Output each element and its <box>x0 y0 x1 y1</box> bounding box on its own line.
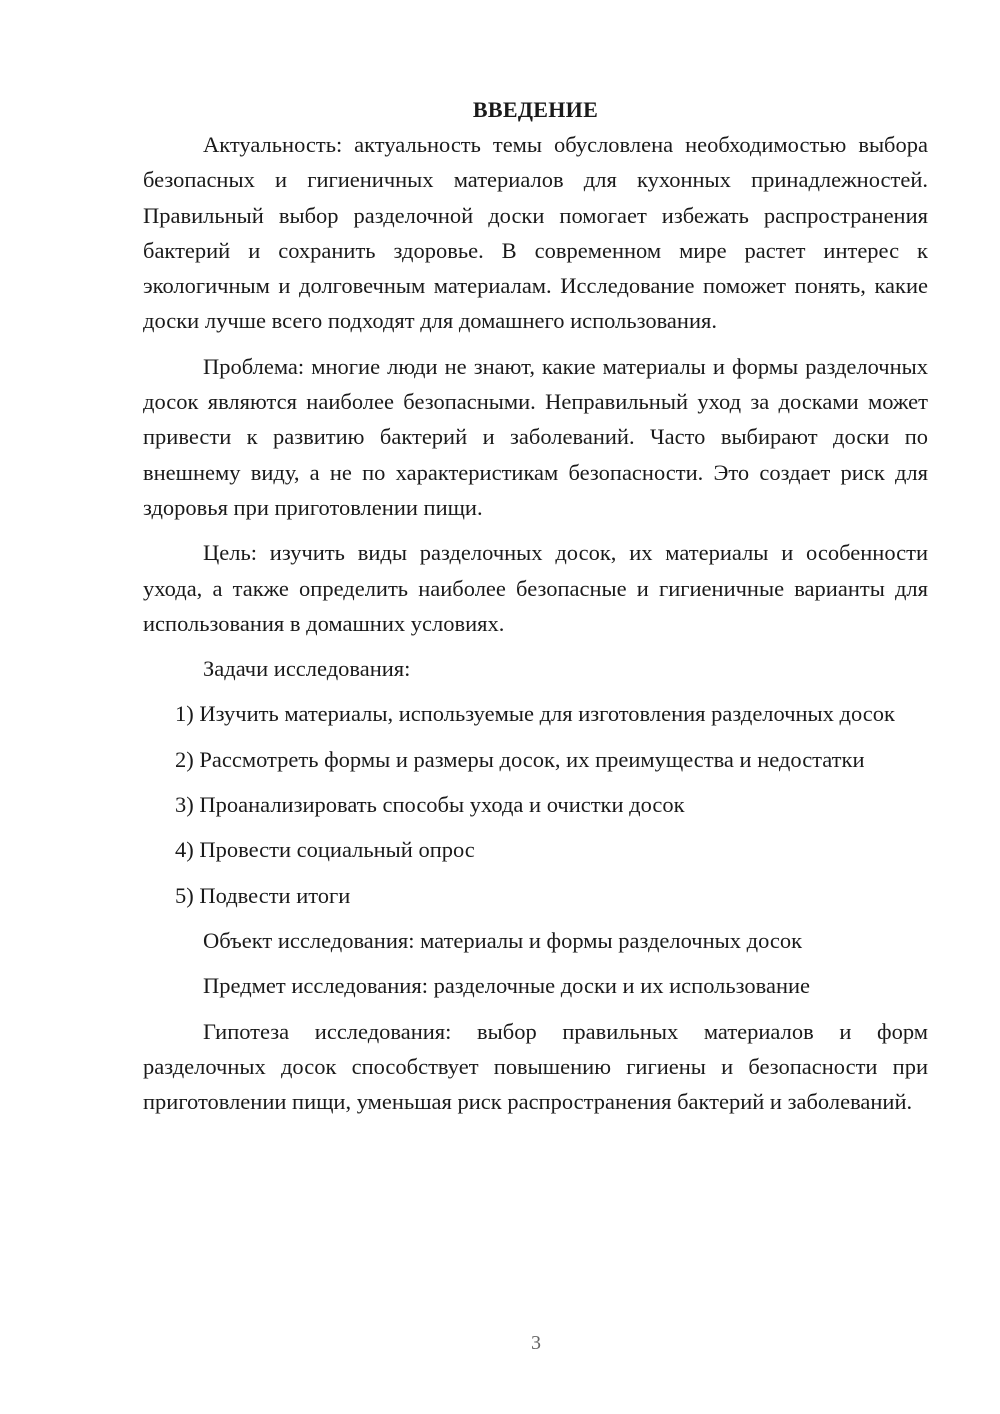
subject-paragraph: Предмет исследования: разделочные доски и их использование <box>203 973 811 999</box>
hypothesis-paragraph: Гипотеза исследования: выбор правильных материалов и форм разделочных досок способствует повышению гигиены и безопасности при приготовлении пищи, уменьшая риск распространения бактерий и заболеваний. <box>143 1018 928 1115</box>
relevance-paragraph: Актуальность: актуальность темы обусловлена необходимостью выбора безопасных и гигиеничных материалов для кухонных принадлежностей. Правильный выбор разделочной доски помогает избежать распространения бактерий и сохранить здоровье. В современном мире растет интерес к экологичным и долговечным материалам. Исследование поможет понять, какие доски лучше всего подходят для домашнего использования. <box>143 132 928 334</box>
object-paragraph: Объект исследования: материалы и формы разделочных досок <box>203 927 803 953</box>
tasks-heading: Задачи исследования: <box>203 656 411 682</box>
task-item: 5) Подвести итоги <box>175 882 351 908</box>
task-item: 1) Изучить материалы, используемые для изготовления разделочных досок <box>175 701 895 727</box>
goal-paragraph: Цель: изучить виды разделочных досок, их материалы и особенности ухода, а также определить наиболее безопасные и гигиеничные варианты для использования в домашних условиях. <box>143 540 928 636</box>
document-page <box>143 92 928 1129</box>
task-item: 4) Провести социальный опрос <box>175 837 475 863</box>
problem-paragraph: Проблема: многие люди не знают, какие материалы и формы разделочных досок являются наиболее безопасными. Неправильный уход за досками может привести к развитию бактерий и заболеваний. Часто выбирают доски по внешнему виду, а не по характеристикам безопасности. Это создает риск для здоровья при приготовлении пищи. <box>143 353 928 520</box>
page-number: 3 <box>531 1332 541 1354</box>
section-title: ВВЕДЕНИЕ <box>472 97 599 122</box>
task-item: 3) Проанализировать способы ухода и очистки досок <box>175 792 685 818</box>
task-item: 2) Рассмотреть формы и размеры досок, их преимущества и недостатки <box>175 746 865 772</box>
